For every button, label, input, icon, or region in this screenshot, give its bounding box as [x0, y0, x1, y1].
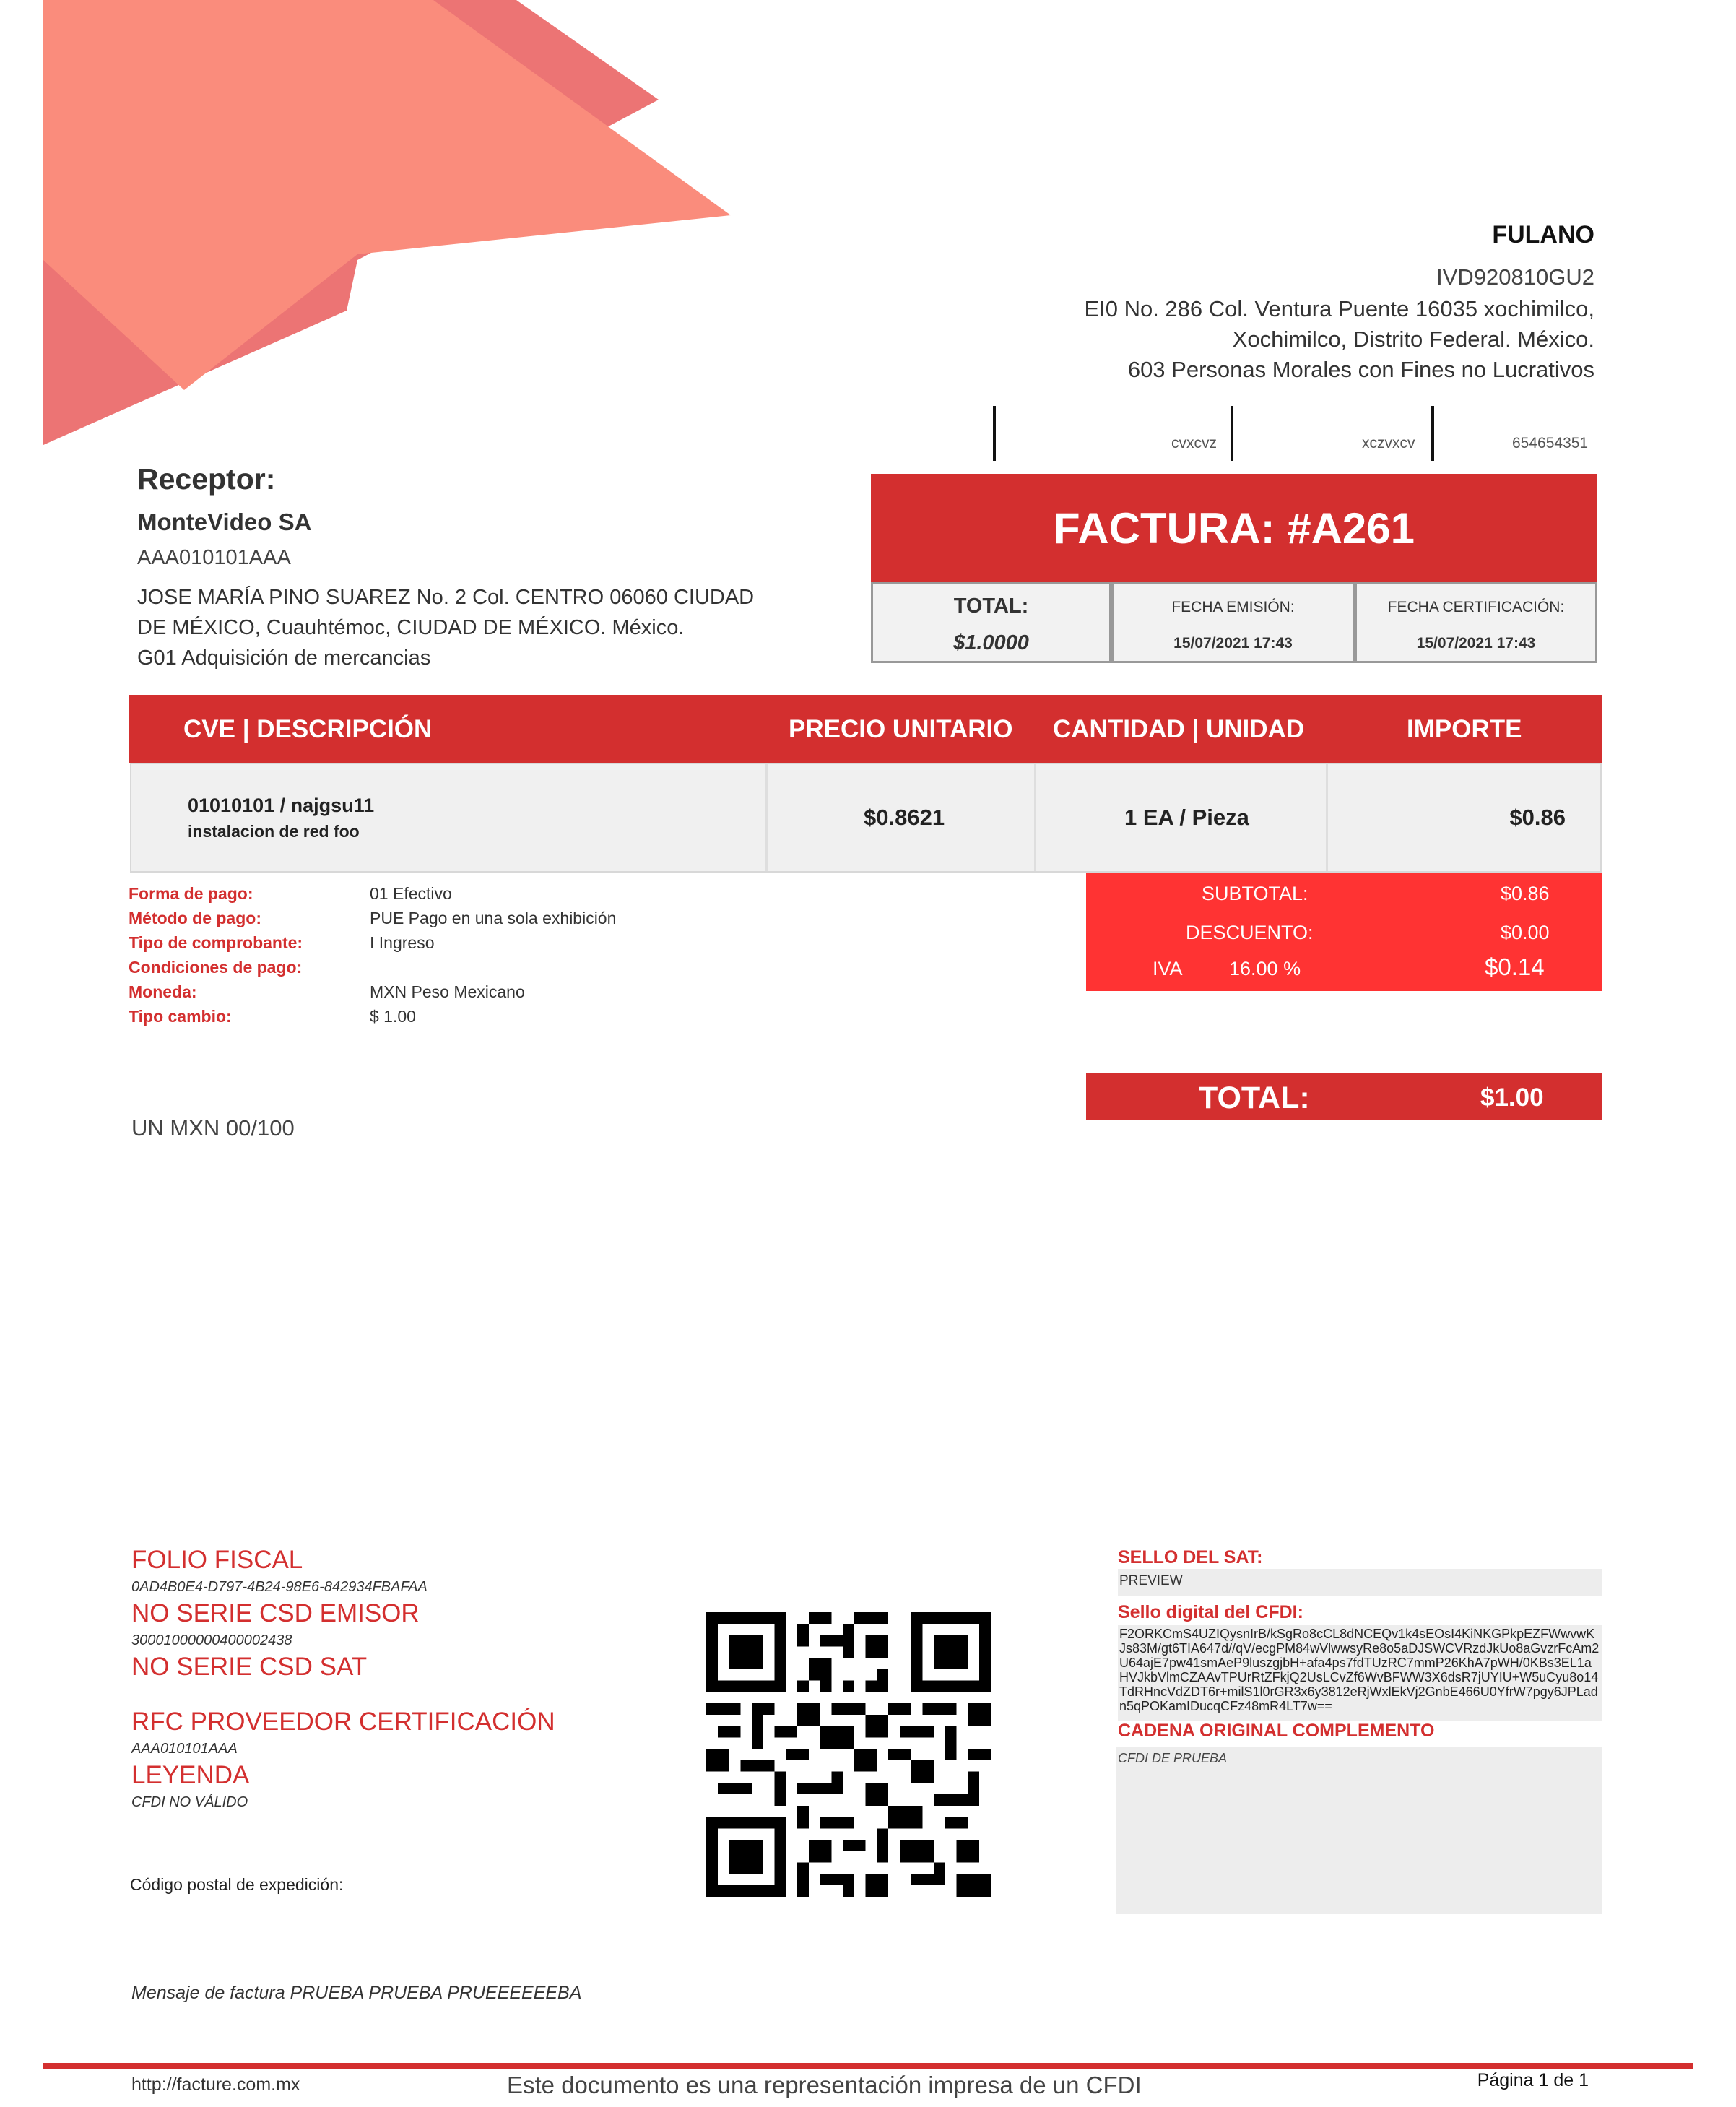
qr-code	[706, 1612, 991, 1900]
folio-fiscal-value: 0AD4B0E4-D797-4B24-98E6-842934FBAFAA	[131, 1579, 428, 1595]
cadena-original-label: CADENA ORIGINAL COMPLEMENTO	[1118, 1721, 1435, 1741]
items-table-header	[129, 695, 1602, 763]
emisor-address-line1: EI0 No. 286 Col. Ventura Puente 16035 xochimilco,	[1084, 296, 1594, 321]
col-header-cantidad: CANTIDAD | UNIDAD	[1053, 715, 1305, 743]
separator-bar	[993, 406, 996, 461]
emisor-name: FULANO	[1492, 221, 1594, 248]
sello-cfdi-value: F2ORKCmS4UZIQysnIrB/kSgRo8cCL8dNCEQv1k4sEOsI4KiNKGPkpEZFWwvwKJs83M/gt6TIA647d//qV/ecgPM84wVlwwsyRe8o5aDJSWCVRzdJkUo8aGvzrFcAm2U64ajE7pw41smAeP9luszgjbH+afa4ps7fdTUzRC7mmP26KhA7pWH/0KBs3EL1aHVJkbVlmCZAAvTPUrRtZFkjQ2UsLCvZf6WvBFWW3X6dsR7jUYIU+W5uCyu8o14TdRHncVdZDT6r+milS1l0rGR3x6y3812eRjWxlEkVj2GnbE466U0YfrW7pgy6JPLadn5qPOKamIDucqCFz48mR4LT7w==	[1118, 1625, 1602, 1721]
emisor-ref-3: 654654351	[1512, 435, 1589, 451]
descuento-value: $0.00	[1501, 922, 1550, 943]
receptor-heading: Receptor:	[137, 462, 276, 496]
emisor-ref-1: cvxcvz	[1171, 435, 1217, 451]
metodo-pago-label: Método de pago:	[129, 909, 261, 927]
col-header-precio: PRECIO UNITARIO	[789, 715, 1013, 743]
emisor-address-line2: Xochimilco, Distrito Federal. México.	[1232, 326, 1594, 352]
rfc-proveedor-value: AAA010101AAA	[131, 1741, 238, 1757]
leyenda-value: CFDI NO VÁLIDO	[131, 1794, 248, 1810]
tipo-comprobante-value: I Ingreso	[370, 933, 435, 952]
header-total-label: TOTAL:	[953, 594, 1029, 618]
column-divider	[1034, 764, 1036, 871]
item-code: 01010101 / najgsu11	[188, 795, 375, 816]
forma-pago-label: Forma de pago:	[129, 884, 253, 903]
corner-decoration	[0, 0, 737, 462]
receptor-address-block	[137, 582, 758, 673]
sello-cfdi-label: Sello digital del CFDI:	[1118, 1602, 1303, 1622]
iva-label: IVA	[1153, 958, 1183, 979]
item-importe: $0.86	[1509, 805, 1566, 830]
moneda-label: Moneda:	[129, 982, 197, 1001]
footer-url-link[interactable]: http://facture.com.mx	[131, 2074, 300, 2095]
fecha-emision-label: FECHA EMISIÓN:	[1171, 599, 1295, 615]
col-header-importe: IMPORTE	[1407, 715, 1522, 743]
tipo-cambio-value: $ 1.00	[370, 1007, 416, 1026]
header-fecha-emision-cell	[1111, 582, 1355, 663]
item-description: instalacion de red foo	[188, 822, 360, 841]
moneda-value: MXN Peso Mexicano	[370, 982, 525, 1001]
page-number: Página 1 de 1	[1477, 2070, 1589, 2090]
receptor-address: JOSE MARÍA PINO SUAREZ No. 2 Col. CENTRO 06060 CIUDAD DE MÉXICO, Cuauhtémoc, CIUDAD DE MÉXICO. México.	[137, 586, 755, 639]
table-row	[130, 763, 1602, 873]
emisor-regimen: 603 Personas Morales con Fines no Lucrativos	[1127, 357, 1594, 382]
receptor-name: MonteVideo SA	[137, 509, 312, 535]
header-total-value: $1.0000	[953, 631, 1029, 654]
separator-bar	[1231, 406, 1233, 461]
fecha-emision-value: 15/07/2021 17:43	[1173, 635, 1293, 652]
codigo-postal-label: Código postal de expedición:	[130, 1875, 344, 1894]
fecha-certificacion-value: 15/07/2021 17:43	[1416, 635, 1536, 652]
col-header-descripcion: CVE | DESCRIPCIÓN	[183, 715, 433, 743]
column-divider	[1326, 764, 1328, 871]
no-serie-sat-label: NO SERIE CSD SAT	[131, 1653, 368, 1681]
metodo-pago-value: PUE Pago en una sola exhibición	[370, 909, 617, 927]
subtotal-value: $0.86	[1501, 883, 1550, 904]
rfc-proveedor-label: RFC PROVEEDOR CERTIFICACIÓN	[131, 1708, 555, 1736]
leyenda-label: LEYENDA	[131, 1761, 250, 1789]
folio-fiscal-label: FOLIO FISCAL	[131, 1546, 303, 1574]
separator-bar	[1431, 406, 1434, 461]
column-divider	[765, 764, 768, 871]
item-quantity: 1 EA / Pieza	[1124, 805, 1249, 830]
invoice-title: FACTURA: #A261	[871, 474, 1597, 582]
condiciones-pago-label: Condiciones de pago:	[129, 958, 303, 977]
footer-note: Este documento es una representación impresa de un CFDI	[507, 2072, 1142, 2098]
emisor-ref-2: xczvxcv	[1362, 435, 1415, 451]
receptor-uso-cfdi: G01 Adquisición de mercancias	[137, 646, 431, 670]
invoice-message: Mensaje de factura PRUEBA PRUEBA PRUEEEEEEBA	[131, 1983, 582, 2003]
header-total-cell	[871, 582, 1111, 663]
fecha-certificacion-label: FECHA CERTIFICACIÓN:	[1387, 599, 1565, 615]
forma-pago-value: 01 Efectivo	[370, 884, 452, 903]
totals-box	[1086, 873, 1602, 991]
footer-divider	[43, 2063, 1693, 2069]
header-fecha-certificacion-cell	[1355, 582, 1597, 663]
importe-letra: UN MXN 00/100	[131, 1115, 295, 1141]
sello-sat-value: PREVIEW	[1118, 1569, 1602, 1596]
tipo-cambio-label: Tipo cambio:	[129, 1007, 232, 1026]
grand-total-label: TOTAL:	[1199, 1081, 1310, 1115]
total-bar	[1086, 1073, 1602, 1120]
iva-value: $0.14	[1485, 953, 1545, 980]
subtotal-label: SUBTOTAL:	[1202, 883, 1308, 904]
cadena-original-value: CFDI DE PRUEBA	[1116, 1747, 1602, 1914]
sello-sat-label: SELLO DEL SAT:	[1118, 1547, 1263, 1567]
tipo-comprobante-label: Tipo de comprobante:	[129, 933, 303, 952]
grand-total-value: $1.00	[1480, 1083, 1544, 1112]
no-serie-emisor-value: 30001000000400002438	[131, 1632, 292, 1648]
descuento-label: DESCUENTO:	[1186, 922, 1314, 943]
item-unit-price: $0.8621	[864, 805, 945, 830]
no-serie-emisor-label: NO SERIE CSD EMISOR	[131, 1599, 420, 1627]
emisor-rfc: IVD920810GU2	[1436, 264, 1594, 290]
receptor-rfc: AAA010101AAA	[137, 546, 291, 569]
iva-rate: 16.00 %	[1229, 958, 1301, 979]
